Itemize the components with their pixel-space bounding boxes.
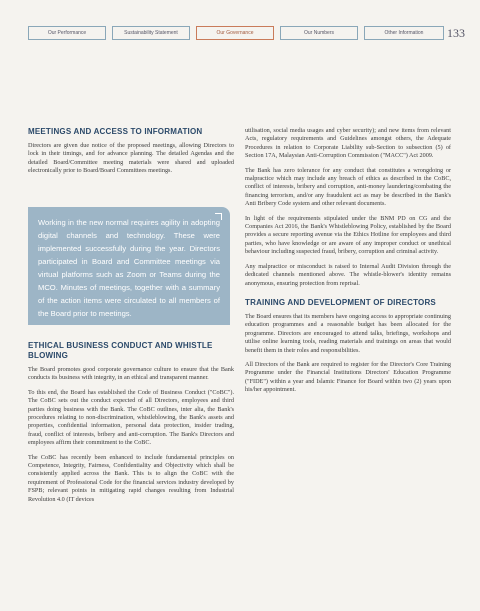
ethics-heading: ETHICAL BUSINESS CONDUCT AND WHISTLE BLOWING [28,341,213,360]
right-column [245,127,451,401]
ethics-section [28,341,234,510]
training-paragraph-2: All Directors of the Bank are required to register for the Director's Core Training Programme under the Financial Institutions Directors' Education Programme ("FIDE") within a year and Islamic Finance for Board within two (2) years upon his/her appointment. [245,360,451,394]
meetings-paragraph: Directors are given due notice of the proposed meetings, allowing Directors to lock in their timings, and for advance planning. The detailed Agendas and the detailed Board/Committee meeting materials were shared and uploaded electronically prior to Board/Board Committees meetings. [28,142,234,175]
ethics-paragraph-1: The Board promotes good corporate governance culture to ensure that the Bank conducts its business with integrity, in an ethical and transparent manner. [28,366,234,382]
training-paragraph-1: The Board ensures that its members have ongoing access to appropriate continuing education programmes and a reasonable budget has been allocated for the programme. Directors are encouraged to attend talks, briefings, workshops and utilise online learning tools, reading materials and trainings on areas that would benefit them in their roles and responsibilities. [245,312,451,354]
callout-text: Working in the new normal requires agility in adopting digital channels and technology. These were implemented successfully during the year. Directors participated in Board and Committee meetings via virtual platforms such as Zoom or Teams during the MCO. Minutes of meetings, together with a summary of the action items were circulated to all members of the Board prior to meetings. [38,218,220,318]
tab-sustainability-statement[interactable]: Sustainability Statement [112,26,190,40]
top-navigation [28,26,442,40]
ethics-paragraph-2: To this end, the Board has established the Code of Business Conduct ("CoBC"). The CoBC sets out the conduct expected of all Directors, employees and third parties doing business with the Bank. The CoBC outlines, inter alia, the Bank's procedures relating to non-discrimination, whistleblowing, the Bank's assets and properties, confidential information, personal data protection, insider trading, fraud, conflict of interests, bribery and anti-corruption. The Bank's Directors and employees affirm their commitment to the CoBC. [28,388,234,447]
page-number: 133 [447,26,465,40]
zero-tolerance-paragraph: The Bank has zero tolerance for any conduct that constitutes a wrongdoing or malpractice which may include any breach of ethics as described in the CoBC, conflict of interests, bribery and corruption, anti-money laundering/combating the financing terrorism, and/or any fraudulent act as may be described in the Bank's Anti Bribery Code system and other relevant documents. [245,166,451,208]
ethics-continued-paragraph: utilisation, social media usages and cyber security); and new items from relevant Acts, regulatory requirements and Guidelines amongst others, the Adequate Procedures in relation to Corporate Liability sub-Section to subsection (5) of Section 17A, Malaysian Anti-Corruption Commission ("MACC") Act 2009. [245,127,451,160]
meetings-heading: MEETINGS AND ACCESS TO INFORMATION [28,127,203,136]
left-column [28,127,234,182]
callout-box [28,207,230,325]
ethics-paragraph-3: The CoBC has recently been enhanced to include fundamental principles on Competence, Integrity, Fairness, Confidentiality and Objectivity which shall be consistently applied across the Bank. This is to align the CoBC with the requirement of Professional Code for the financial services industry developed by FSPB; relevant points in mitigating rapid changes resulting from Industrial Revolution 4.0 (IT devices [28,453,234,503]
tab-our-governance[interactable]: Our Governance [196,26,274,40]
corner-bracket-icon [215,213,222,220]
misconduct-paragraph: Any malpractice or misconduct is raised to Internal Audit Division through the dedicated channels mentioned above. The whistle-blower's identity remains anonymous, ensuring protection from reprisal. [245,262,451,287]
whistleblowing-paragraph: In light of the requirements stipulated under the BNM PD on CG and the Companies Act 2016, the Bank's Whistleblowing Policy, established by the Board provides a secure reporting avenue via the Ethics Hotline for employees and third parties, who have knowledge or are aware of any improper conduct or unethical behaviour including suspected fraud, bribery, corruption and criminal activity. [245,214,451,256]
tab-our-numbers[interactable]: Our Numbers [280,26,358,40]
tab-other-information[interactable]: Other Information [364,26,444,40]
tab-our-performance[interactable]: Our Performance [28,26,106,40]
training-heading: TRAINING AND DEVELOPMENT OF DIRECTORS [245,297,436,307]
